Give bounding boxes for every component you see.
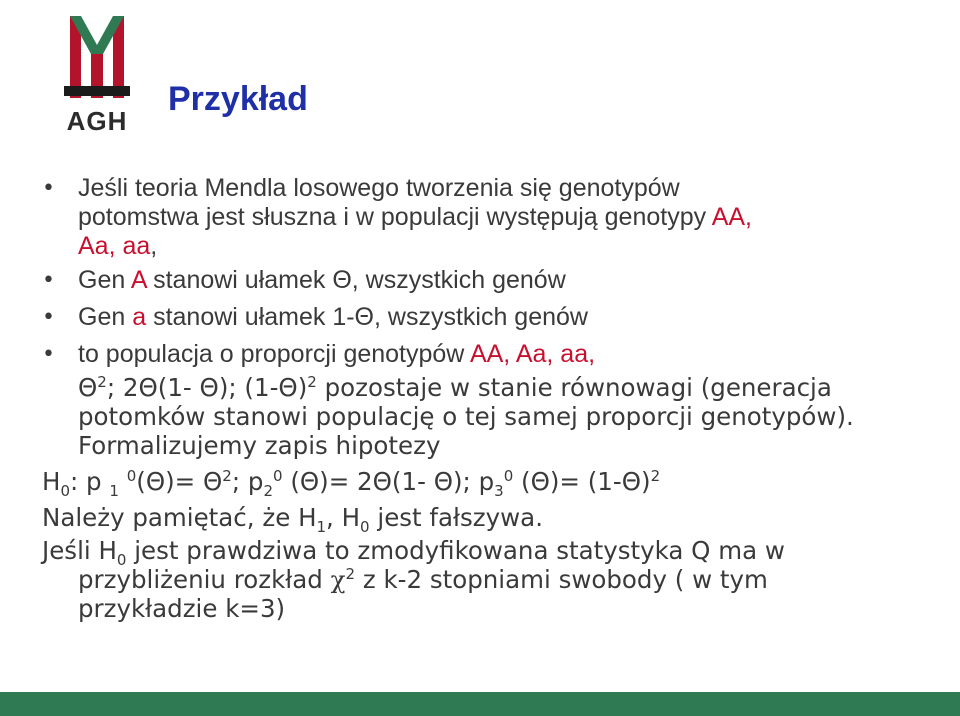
bullet-2-pre: Gen	[78, 266, 126, 294]
bullet-dot: •	[42, 305, 55, 330]
hyp-sup: 2	[222, 466, 232, 485]
hyp-sup: 2	[650, 466, 661, 485]
bullet-dot: •	[42, 176, 55, 201]
remember-sub: 0	[360, 517, 370, 536]
gene-a-lower: a	[132, 303, 147, 331]
remember-line	[42, 503, 543, 536]
hypothesis-h0	[42, 466, 661, 500]
hyp-sup: 0	[273, 466, 283, 485]
agh-emblem-icon	[62, 8, 132, 108]
footer-bar	[0, 692, 960, 716]
bullet-4-genotypes: AA, Aa, aa,	[469, 340, 596, 368]
bullet-1-line-3	[78, 232, 157, 261]
bullet-dot: •	[42, 268, 55, 293]
slide-title: Przykład	[168, 80, 308, 118]
bullet-1-comma: ,	[150, 232, 158, 260]
gene-a-upper: A	[130, 266, 147, 294]
logo-text: AGH	[66, 106, 128, 136]
genotype-list: Aa, aa	[78, 232, 151, 260]
final-line-2	[78, 565, 768, 594]
bullet-1-line-1	[78, 174, 680, 203]
final-line-3: przykładzie k=3)	[78, 594, 286, 623]
paragraph-line-3: Formalizujemy zapis hipotezy	[78, 431, 441, 460]
hyp-sub: 1	[109, 481, 119, 500]
bullet-3	[78, 303, 588, 332]
bullet-dot: •	[42, 342, 55, 367]
hyp-e4: (Θ)= (1-Θ)	[513, 467, 651, 496]
bullet-4	[78, 340, 595, 369]
hyp-e3: (Θ)= 2Θ(1- Θ); p	[282, 467, 495, 496]
bullet-3-post: stanowi ułamek 1-Θ, wszystkich genów	[153, 303, 588, 331]
final-t1: Jeśli H	[42, 536, 117, 565]
bullet-4-pre: to populacja o proporcji genotypów	[78, 340, 465, 368]
formula-tail: pozostaje w stanie równowagi (generacja	[316, 373, 832, 402]
chi-sup: 2	[345, 564, 356, 583]
remember-t3: jest fałszywa.	[369, 503, 543, 532]
formula-theta: Θ	[78, 373, 98, 402]
formula-sup: 2	[307, 372, 317, 391]
paragraph-line-2: potomków stanowi populację o tej samej proporcji genotypów).	[78, 402, 854, 431]
agh-logo	[62, 8, 132, 136]
hyp-e2: ; p	[231, 467, 264, 496]
hyp-sup: 0	[503, 466, 514, 485]
hyp-e1: (Θ)= Θ	[136, 467, 223, 496]
final-l2b: z k-2 stopniami swobody ( w tym	[355, 565, 768, 594]
remember-sub: 1	[316, 517, 327, 536]
hyp-sub: 3	[494, 481, 504, 500]
final-t2: jest prawdziwa to zmodyfikowana statystyka Q ma w	[126, 536, 785, 565]
bullet-3-pre: Gen	[78, 303, 126, 331]
genotype-aa-upper: AA,	[711, 203, 752, 231]
final-sub: 0	[116, 550, 127, 569]
final-line-1	[42, 536, 785, 569]
chi-symbol: χ	[330, 565, 346, 594]
hyp-h: H	[42, 467, 61, 496]
final-l2a: przybliżeniu rozkład	[78, 565, 331, 594]
bullet-1-text-2: potomstwa jest słuszna i w populacji występują genotypy	[78, 203, 707, 231]
hyp-sub: 2	[263, 481, 273, 500]
formula-sup: 2	[97, 372, 107, 391]
bullet-2	[78, 266, 566, 295]
bullet-1-text-1: Jeśli teoria Mendla losowego tworzenia się genotypów	[78, 174, 680, 202]
remember-t1: Należy pamiętać, że H	[42, 503, 317, 532]
hyp-sup: 0	[126, 466, 137, 485]
equilibrium-formula	[78, 373, 832, 402]
formula-middle: ; 2Θ(1- Θ); (1-Θ)	[106, 373, 308, 402]
bullet-1-line-2	[78, 203, 752, 232]
hyp-p1: : p	[69, 467, 102, 496]
remember-t2: , H	[326, 503, 361, 532]
hyp-sub: 0	[60, 481, 70, 500]
bullet-2-post: stanowi ułamek Θ, wszystkich genów	[153, 266, 566, 294]
